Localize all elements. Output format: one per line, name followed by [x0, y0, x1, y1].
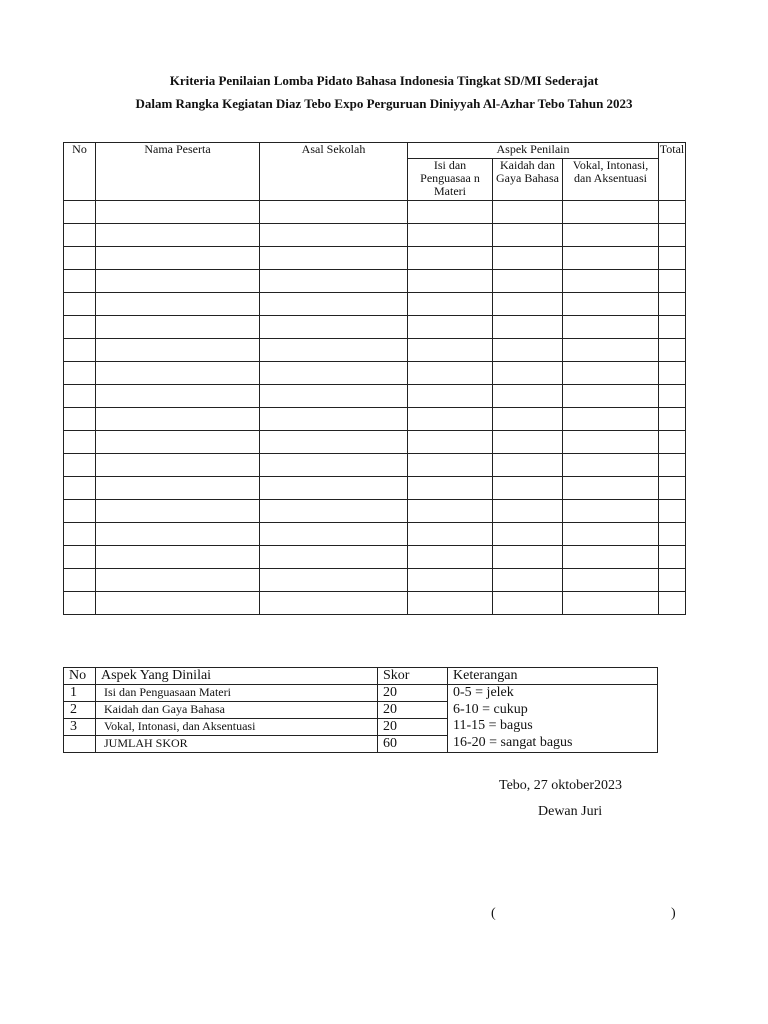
asal-sekolah-cell[interactable] [260, 247, 408, 270]
participant-row [64, 247, 686, 270]
asal-sekolah-cell[interactable] [260, 592, 408, 615]
participant-row [64, 339, 686, 362]
vokal-intonasi-cell[interactable] [563, 362, 659, 385]
isi-materi-cell[interactable] [408, 293, 493, 316]
no-cell[interactable] [64, 270, 96, 293]
total-cell[interactable] [659, 362, 686, 385]
total-cell[interactable] [659, 339, 686, 362]
criteria-keterangan [448, 685, 658, 753]
total-cell[interactable] [659, 569, 686, 592]
participant-row [64, 546, 686, 569]
nama-peserta-cell[interactable] [96, 592, 260, 615]
document-subtitle: Dalam Rangka Kegiatan Diaz Tebo Expo Perguruan Diniyyah Al-Azhar Tebo Tahun 2023 [135, 96, 633, 111]
kaidah-bahasa-cell[interactable] [493, 316, 563, 339]
vokal-intonasi-cell[interactable] [563, 339, 659, 362]
kaidah-bahasa-cell[interactable] [493, 270, 563, 293]
header-no: No [64, 143, 96, 201]
participant-row [64, 523, 686, 546]
total-cell[interactable] [659, 224, 686, 247]
total-cell[interactable] [659, 247, 686, 270]
nama-peserta-cell[interactable] [96, 569, 260, 592]
nama-peserta-cell[interactable] [96, 339, 260, 362]
isi-materi-cell[interactable] [408, 523, 493, 546]
total-cell[interactable] [659, 293, 686, 316]
criteria-header-skor: Skor [378, 668, 448, 685]
asal-sekolah-cell[interactable] [260, 293, 408, 316]
header-nama-peserta: Nama Peserta [96, 143, 260, 201]
vokal-intonasi-cell[interactable] [563, 201, 659, 224]
nama-peserta-cell[interactable] [96, 316, 260, 339]
asal-sekolah-cell[interactable] [260, 431, 408, 454]
nama-peserta-cell[interactable] [96, 523, 260, 546]
total-cell[interactable] [659, 546, 686, 569]
keterangan-line: 6-10 = cukup [453, 701, 528, 717]
no-cell[interactable] [64, 224, 96, 247]
total-cell[interactable] [659, 385, 686, 408]
total-cell[interactable] [659, 592, 686, 615]
criteria-header-aspek: Aspek Yang Dinilai [96, 668, 378, 685]
participant-row [64, 293, 686, 316]
no-cell[interactable] [64, 431, 96, 454]
kaidah-bahasa-cell[interactable] [493, 431, 563, 454]
criteria-header-no: No [64, 668, 96, 685]
asal-sekolah-cell[interactable] [260, 362, 408, 385]
criteria-no: 1 [64, 685, 96, 702]
kaidah-bahasa-cell[interactable] [493, 247, 563, 270]
kaidah-bahasa-cell[interactable] [493, 592, 563, 615]
no-cell[interactable] [64, 546, 96, 569]
no-cell[interactable] [64, 569, 96, 592]
isi-materi-cell[interactable] [408, 546, 493, 569]
asal-sekolah-cell[interactable] [260, 316, 408, 339]
criteria-skor: 20 [378, 719, 448, 736]
kaidah-bahasa-cell[interactable] [493, 362, 563, 385]
jumlah-skor-label: JUMLAH SKOR [96, 736, 378, 753]
isi-materi-cell[interactable] [408, 477, 493, 500]
isi-materi-cell[interactable] [408, 224, 493, 247]
nama-peserta-cell[interactable] [96, 201, 260, 224]
signature-paren-open: ( [491, 906, 496, 921]
kaidah-bahasa-cell[interactable] [493, 500, 563, 523]
participant-row [64, 201, 686, 224]
asal-sekolah-cell[interactable] [260, 523, 408, 546]
document-title: Kriteria Penilaian Lomba Pidato Bahasa Indonesia Tingkat SD/MI Sederajat [169, 73, 599, 88]
header-aspek-penilaian: Aspek Penilain [408, 143, 659, 159]
criteria-aspek: Kaidah dan Gaya Bahasa [96, 702, 378, 719]
vokal-intonasi-cell[interactable] [563, 569, 659, 592]
criteria-table [63, 667, 658, 753]
kaidah-bahasa-cell[interactable] [493, 546, 563, 569]
vokal-intonasi-cell[interactable] [563, 293, 659, 316]
participant-row [64, 569, 686, 592]
asal-sekolah-cell[interactable] [260, 546, 408, 569]
vokal-intonasi-cell[interactable] [563, 546, 659, 569]
asal-sekolah-cell[interactable] [260, 500, 408, 523]
participant-row [64, 224, 686, 247]
total-cell[interactable] [659, 523, 686, 546]
asal-sekolah-cell[interactable] [260, 339, 408, 362]
kaidah-bahasa-cell[interactable] [493, 408, 563, 431]
asal-sekolah-cell[interactable] [260, 408, 408, 431]
vokal-intonasi-cell[interactable] [563, 477, 659, 500]
kaidah-bahasa-cell[interactable] [493, 569, 563, 592]
nama-peserta-cell[interactable] [96, 546, 260, 569]
signature-paren-close: ) [671, 906, 676, 921]
subheader-isi-materi: Isi dan Penguasaa n Materi [408, 159, 493, 201]
isi-materi-cell[interactable] [408, 592, 493, 615]
asal-sekolah-cell[interactable] [260, 385, 408, 408]
participant-row [64, 500, 686, 523]
criteria-skor: 20 [378, 685, 448, 702]
total-cell[interactable] [659, 431, 686, 454]
no-cell[interactable] [64, 408, 96, 431]
asal-sekolah-cell[interactable] [260, 224, 408, 247]
keterangan-line: 16-20 = sangat bagus [453, 734, 573, 750]
isi-materi-cell[interactable] [408, 247, 493, 270]
criteria-no: 3 [64, 719, 96, 736]
total-cell[interactable] [659, 408, 686, 431]
no-cell[interactable] [64, 316, 96, 339]
isi-materi-cell[interactable] [408, 408, 493, 431]
participant-row [64, 477, 686, 500]
criteria-aspek: Isi dan Penguasaan Materi [96, 685, 378, 702]
jury-label: Dewan Juri [538, 804, 603, 819]
asal-sekolah-cell[interactable] [260, 477, 408, 500]
vokal-intonasi-cell[interactable] [563, 523, 659, 546]
header-total: Total [659, 143, 686, 201]
criteria-row [64, 685, 658, 702]
asal-sekolah-cell[interactable] [260, 454, 408, 477]
subheader-kaidah-bahasa: Kaidah dan Gaya Bahasa [493, 159, 563, 201]
vokal-intonasi-cell[interactable] [563, 454, 659, 477]
participant-row [64, 270, 686, 293]
vokal-intonasi-cell[interactable] [563, 224, 659, 247]
vokal-intonasi-cell[interactable] [563, 592, 659, 615]
no-cell[interactable] [64, 477, 96, 500]
participant-row [64, 592, 686, 615]
nama-peserta-cell[interactable] [96, 500, 260, 523]
criteria-header-keterangan: Keterangan [448, 668, 658, 685]
no-cell[interactable] [64, 385, 96, 408]
kaidah-bahasa-cell[interactable] [493, 201, 563, 224]
nama-peserta-cell[interactable] [96, 385, 260, 408]
jumlah-skor-value: 60 [378, 736, 448, 753]
vokal-intonasi-cell[interactable] [563, 431, 659, 454]
asal-sekolah-cell[interactable] [260, 201, 408, 224]
criteria-no [64, 736, 96, 753]
criteria-skor: 20 [378, 702, 448, 719]
isi-materi-cell[interactable] [408, 500, 493, 523]
total-cell[interactable] [659, 201, 686, 224]
no-cell[interactable] [64, 500, 96, 523]
total-cell[interactable] [659, 270, 686, 293]
kaidah-bahasa-cell[interactable] [493, 477, 563, 500]
score-table-body [64, 201, 686, 615]
header-asal-sekolah: Asal Sekolah [260, 143, 408, 201]
asal-sekolah-cell[interactable] [260, 569, 408, 592]
isi-materi-cell[interactable] [408, 431, 493, 454]
kaidah-bahasa-cell[interactable] [493, 523, 563, 546]
nama-peserta-cell[interactable] [96, 431, 260, 454]
nama-peserta-cell[interactable] [96, 293, 260, 316]
participant-row [64, 316, 686, 339]
isi-materi-cell[interactable] [408, 201, 493, 224]
place-date: Tebo, 27 oktober2023 [499, 778, 623, 793]
isi-materi-cell[interactable] [408, 339, 493, 362]
isi-materi-cell[interactable] [408, 270, 493, 293]
kaidah-bahasa-cell[interactable] [493, 224, 563, 247]
keterangan-line: 11-15 = bagus [453, 718, 533, 733]
isi-materi-cell[interactable] [408, 569, 493, 592]
criteria-no: 2 [64, 702, 96, 719]
participant-row [64, 362, 686, 385]
no-cell[interactable] [64, 247, 96, 270]
nama-peserta-cell[interactable] [96, 224, 260, 247]
nama-peserta-cell[interactable] [96, 362, 260, 385]
total-cell[interactable] [659, 477, 686, 500]
isi-materi-cell[interactable] [408, 385, 493, 408]
vokal-intonasi-cell[interactable] [563, 247, 659, 270]
no-cell[interactable] [64, 293, 96, 316]
nama-peserta-cell[interactable] [96, 408, 260, 431]
criteria-aspek: Vokal, Intonasi, dan Aksentuasi [96, 719, 378, 736]
nama-peserta-cell[interactable] [96, 270, 260, 293]
vokal-intonasi-cell[interactable] [563, 385, 659, 408]
total-cell[interactable] [659, 454, 686, 477]
isi-materi-cell[interactable] [408, 454, 493, 477]
vokal-intonasi-cell[interactable] [563, 500, 659, 523]
no-cell[interactable] [64, 201, 96, 224]
asal-sekolah-cell[interactable] [260, 270, 408, 293]
kaidah-bahasa-cell[interactable] [493, 454, 563, 477]
no-cell[interactable] [64, 454, 96, 477]
participant-row [64, 454, 686, 477]
kaidah-bahasa-cell[interactable] [493, 293, 563, 316]
vokal-intonasi-cell[interactable] [563, 408, 659, 431]
no-cell[interactable] [64, 523, 96, 546]
isi-materi-cell[interactable] [408, 316, 493, 339]
no-cell[interactable] [64, 339, 96, 362]
vokal-intonasi-cell[interactable] [563, 270, 659, 293]
total-cell[interactable] [659, 316, 686, 339]
participant-row [64, 431, 686, 454]
total-cell[interactable] [659, 500, 686, 523]
score-table [63, 142, 686, 615]
participant-row [64, 408, 686, 431]
subheader-vokal-intonasi: Vokal, Intonasi, dan Aksentuasi [563, 159, 659, 201]
nama-peserta-cell[interactable] [96, 454, 260, 477]
participant-row [64, 385, 686, 408]
isi-materi-cell[interactable] [408, 362, 493, 385]
vokal-intonasi-cell[interactable] [563, 316, 659, 339]
keterangan-line: 0-5 = jelek [453, 685, 514, 700]
kaidah-bahasa-cell[interactable] [493, 339, 563, 362]
nama-peserta-cell[interactable] [96, 247, 260, 270]
nama-peserta-cell[interactable] [96, 477, 260, 500]
kaidah-bahasa-cell[interactable] [493, 385, 563, 408]
no-cell[interactable] [64, 362, 96, 385]
no-cell[interactable] [64, 592, 96, 615]
